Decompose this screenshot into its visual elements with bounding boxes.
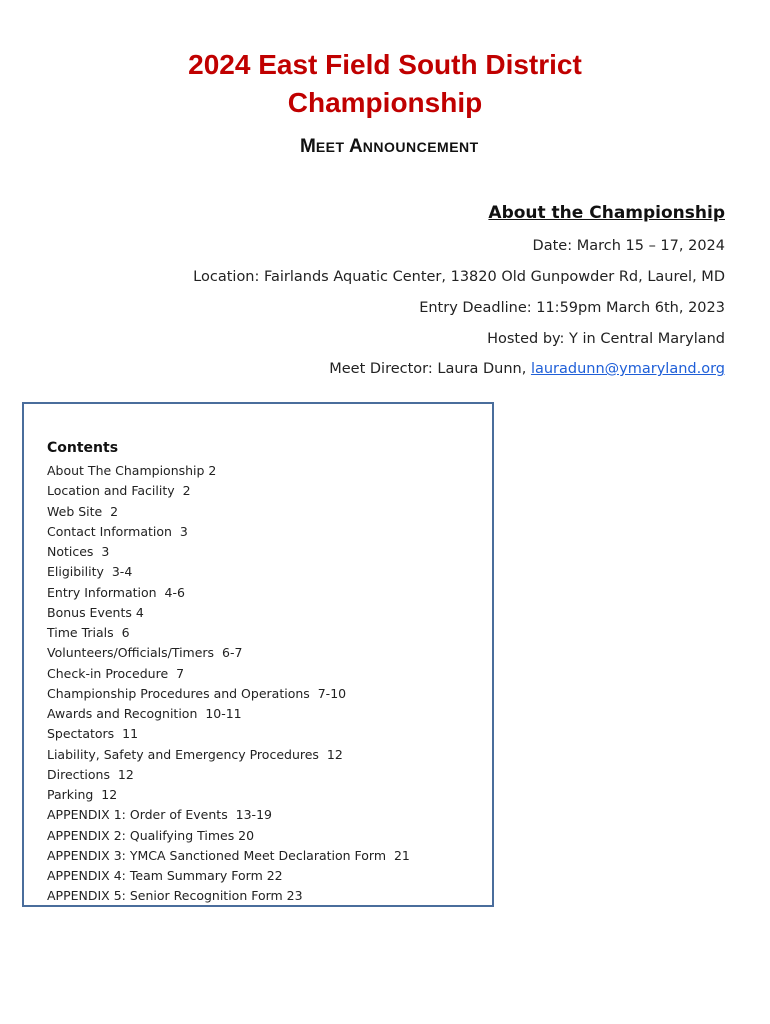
contents-item[interactable]: Eligibility 3-4 (47, 564, 133, 580)
contents-item[interactable]: Parking 12 (47, 787, 118, 802)
contents-item[interactable]: APPENDIX 3: YMCA Sanctioned Meet Declaration Form 21 (47, 847, 410, 863)
meet-director-line (329, 361, 725, 377)
contents-item[interactable]: Bonus Events 4 (47, 604, 144, 620)
contents-item[interactable]: Volunteers/Officials/Timers 6-7 (47, 645, 243, 661)
location-line: Location: Fairlands Aquatic Center, 13820 Old Gunpowder Rd, Laurel, MD (193, 269, 725, 285)
contents-heading: Contents (47, 440, 119, 456)
contents-item[interactable]: Spectators 11 (47, 726, 139, 742)
contents-item[interactable]: APPENDIX 1: Order of Events 13-19 (47, 807, 272, 823)
contents-item[interactable]: Time Trials 6 (47, 625, 130, 640)
contents-item[interactable]: Entry Information 4-6 (47, 584, 185, 600)
contents-item[interactable]: Championship Procedures and Operations 7-10 (47, 685, 347, 701)
contents-item[interactable]: APPENDIX 5: Senior Recognition Form 23 (47, 888, 303, 904)
contents-item[interactable]: About The Championship 2 (47, 463, 217, 478)
page-title (0, 46, 770, 122)
date-line: Date: March 15 – 17, 2024 (532, 238, 725, 254)
contents-item[interactable]: APPENDIX 4: Team Summary Form 22 (47, 868, 283, 883)
meet-announcement-subtitle: MEET ANNOUNCEMENT (300, 136, 479, 157)
contents-item[interactable]: Check-in Procedure 7 (47, 665, 185, 681)
contents-item[interactable]: Notices 3 (47, 544, 110, 559)
entry-deadline-line: Entry Deadline: 11:59pm March 6th, 2023 (419, 300, 725, 316)
about-heading: About the Championship (488, 203, 725, 223)
contents-item[interactable]: Directions 12 (47, 766, 134, 782)
meet-director-email-link[interactable]: lauradunn@ymaryland.org (530, 361, 725, 377)
contents-box (22, 402, 494, 907)
contents-item[interactable]: Location and Facility 2 (47, 483, 191, 499)
contents-list (47, 461, 410, 907)
contents-item[interactable]: Contact Information 3 (47, 523, 188, 539)
hosted-by-line: Hosted by: Y in Central Maryland (487, 331, 725, 347)
meet-director-label: Meet Director: Laura Dunn, (329, 361, 531, 377)
contents-item[interactable]: Awards and Recognition 10-11 (47, 706, 242, 721)
contents-item[interactable]: APPENDIX 2: Qualifying Times 20 (47, 827, 255, 843)
title-line-1: 2024 East Field South District (188, 49, 582, 80)
contents-item[interactable]: Web Site 2 (47, 503, 119, 519)
title-line-2: Championship (287, 87, 483, 118)
contents-item[interactable]: Liability, Safety and Emergency Procedures 12 (47, 746, 343, 762)
